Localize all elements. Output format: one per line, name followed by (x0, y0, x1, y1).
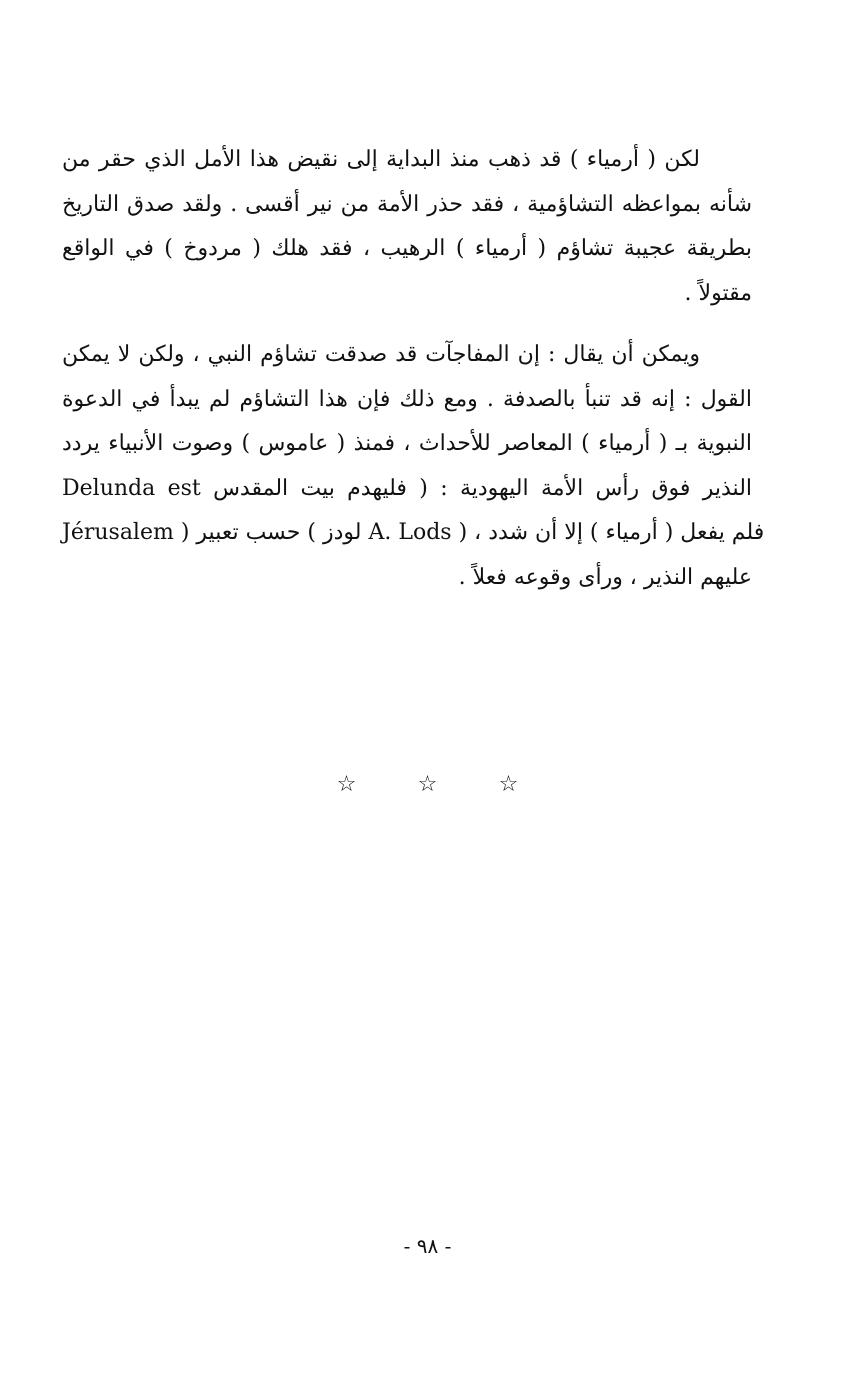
star-icon: ☆ (336, 772, 357, 797)
paragraph-line: النذير فوق رأس الأمة اليهودية : ( فليهدم بيت المقدس Delunda est (62, 475, 753, 501)
star-icon: ☆ (498, 772, 519, 797)
paragraph-line: ويمكن أن يقال : إن المفاجآت قد صدقت تشاؤم النبي ، ولكن لا يمكن (62, 342, 700, 367)
paragraph-line: Jérusalem ) حسب تعبير ( لودز A. Lods ) ، فلم يفعل ( أرمياء ) إلا أن شدد (62, 520, 765, 545)
paragraph-line: مقتولاً . (684, 280, 752, 306)
paragraph-2 (62, 333, 765, 600)
paragraph-line: عليهم النذير ، ورأى وقوعه فعلاً . (458, 564, 752, 590)
paragraph-line: النبوية بـ ( أرمياء ) المعاصر للأحداث ، فمنذ ( عاموس ) وصوت الأنبياء يردد (62, 431, 752, 456)
paragraph-line: لكن ( أرمياء ) قد ذهب منذ البداية إلى نقيض هذا الأمل الذي حقر من (62, 147, 700, 172)
paragraph-1 (62, 138, 752, 316)
section-separator (0, 772, 855, 797)
page-number: - ٩٨ - (403, 1234, 452, 1258)
paragraph-line: شأنه بمواعظه التشاؤمية ، فقد حذر الأمة من نير أقسى . ولقد صدق التاريخ (62, 191, 752, 217)
star-icon: ☆ (417, 772, 438, 797)
paragraph-line: بطريقة عجيبة تشاؤم ( أرمياء ) الرهيب ، فقد هلك ( مردوخ ) في الواقع (62, 236, 752, 261)
paragraph-line: القول : إنه قد تنبأ بالصدفة . ومع ذلك فإن هذا التشاؤم لم يبدأ في الدعوة (62, 386, 752, 412)
